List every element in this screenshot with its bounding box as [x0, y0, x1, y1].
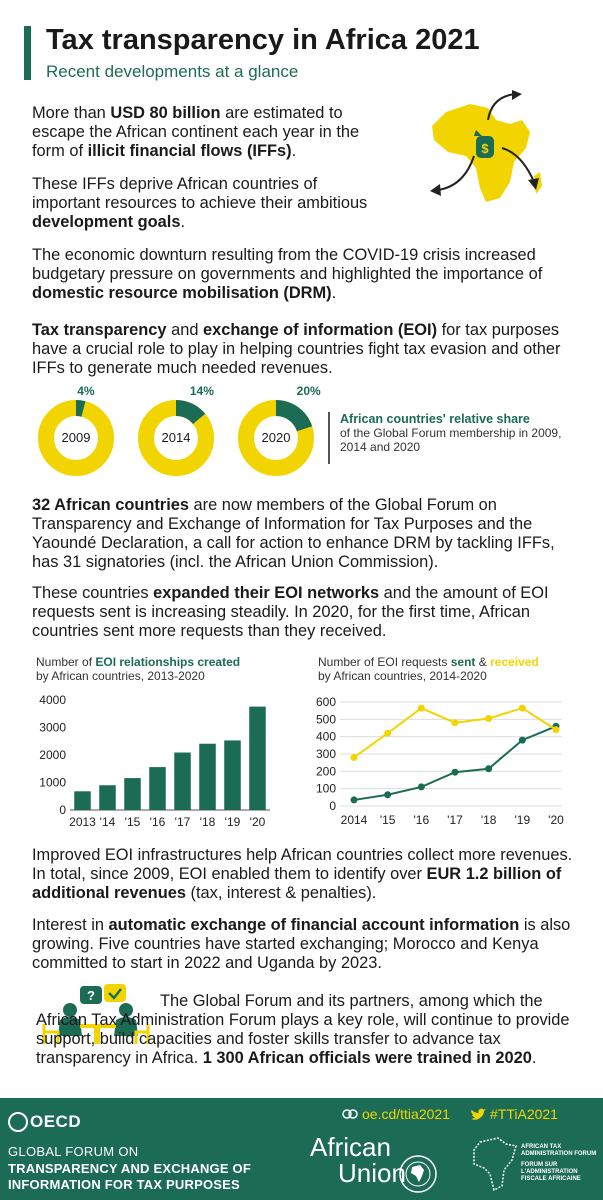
point-sent — [519, 737, 526, 744]
global-forum-line1: GLOBAL FORUM ON — [8, 1144, 139, 1159]
point-received — [553, 726, 560, 733]
development-paragraph — [32, 175, 382, 232]
atafa-name — [521, 1144, 597, 1183]
bar-chart-title — [36, 655, 296, 683]
global-forum-name — [8, 1161, 251, 1193]
donut-year-label: 2014 — [161, 430, 191, 445]
x-tick-label: '15 — [124, 815, 141, 829]
point-sent — [351, 796, 358, 803]
text-bold: domestic resource mobilisation (DRM) — [32, 284, 332, 302]
y-tick-label: 0 — [59, 803, 66, 817]
donut-percent-label: 14% — [189, 384, 214, 398]
x-tick-label: '20 — [548, 813, 564, 827]
x-tick-label: '14 — [99, 815, 116, 829]
eoi-paragraph — [32, 321, 577, 378]
text-highlight: EOI relationships created — [95, 655, 241, 669]
y-tick-label: 3000 — [39, 720, 66, 735]
text: and the amount of EOI requests sent is increasing steadily. In 2020, for the first time, African countries sent more requests than they received. — [32, 584, 549, 640]
point-received — [452, 719, 459, 726]
bar — [224, 740, 241, 810]
legend-text: of the Global Forum membership in 2009, 2014 and 2020 — [340, 426, 562, 454]
text: The Global Forum and its partners, among which the African Tax Administration Forum plays a key role, will continue to provide support, build capacities and foster skills transfer to advance tax transparency in Africa. — [36, 992, 570, 1067]
african-union-logo-text — [310, 1134, 406, 1186]
atafa-fr: FORUM SUR L'ADMINISTRATION FISCALE AFRICAINE — [521, 1162, 581, 1182]
x-tick-label: 2013 — [69, 815, 96, 829]
y-tick-label: 500 — [315, 712, 336, 727]
bar — [174, 753, 191, 810]
report-link[interactable]: oe.cd/ttia2021 — [362, 1106, 450, 1122]
network-paragraph — [32, 584, 577, 641]
donut-percent-label: 20% — [296, 384, 321, 398]
atafa-logo-icon — [470, 1134, 522, 1194]
hashtag-link[interactable]: #TTiA2021 — [490, 1106, 558, 1122]
oecd-logo-text: OECD — [30, 1112, 82, 1131]
link-icon — [342, 1109, 358, 1119]
text-bold: 1 300 African officials were trained in 2020 — [202, 1049, 532, 1067]
x-tick-label: 2014 — [340, 813, 368, 827]
bar — [149, 767, 166, 810]
x-tick-label: '17 — [174, 815, 191, 829]
text-bold: exchange of information (EOI) — [203, 321, 438, 339]
text-bold: illicit financial flows (IFFs) — [87, 142, 292, 160]
header-accent-bar — [24, 26, 31, 80]
text: for tax purposes have a crucial role to play in helping countries fight tax evasion and other IFFs to generate much needed revenues. — [32, 321, 561, 377]
au-line1: African — [310, 1132, 391, 1162]
automatic-exchange-paragraph — [32, 916, 577, 973]
global-forum-line3: INFORMATION FOR TAX PURPOSES — [8, 1177, 240, 1192]
global-forum-line2: TRANSPARENCY AND EXCHANGE OF — [8, 1161, 251, 1176]
africa-map-icon — [418, 90, 558, 210]
point-sent — [485, 765, 492, 772]
point-received — [351, 754, 358, 761]
x-tick-label: '17 — [447, 813, 463, 827]
membership-paragraph — [32, 496, 582, 572]
x-tick-label: '16 — [149, 815, 166, 829]
legend-highlight: African countries' relative share — [340, 412, 530, 426]
donut-slice — [276, 400, 312, 431]
footer — [0, 1098, 603, 1200]
twitter-icon — [470, 1108, 486, 1122]
revenues-paragraph — [32, 846, 577, 903]
point-received — [418, 705, 425, 712]
y-tick-label: 300 — [315, 747, 336, 761]
point-received — [519, 705, 526, 712]
oecd-logo-icon — [8, 1112, 28, 1132]
page-title: Tax transparency in Africa 2021 — [46, 24, 480, 56]
x-tick-label: '18 — [480, 813, 497, 827]
text: . — [291, 142, 297, 160]
text-bold: 32 African countries — [32, 496, 189, 514]
bar — [249, 707, 266, 810]
x-tick-label: '15 — [379, 813, 396, 827]
donut-year-label: 2020 — [261, 430, 291, 445]
x-tick-label: '20 — [249, 815, 266, 829]
y-tick-label: 1000 — [39, 775, 66, 790]
support-paragraph — [36, 992, 586, 1068]
text: Number of EOI requests — [318, 655, 451, 669]
african-union-emblem-icon — [398, 1154, 438, 1194]
text: More than — [32, 104, 111, 122]
y-tick-label: 100 — [315, 781, 336, 796]
iff-paragraph — [32, 104, 392, 161]
y-tick-label: 200 — [315, 764, 336, 779]
text-bold: automatic exchange of financial account information — [108, 916, 520, 934]
line-chart-title — [318, 655, 588, 683]
atafa-en: AFRICAN TAX ADMINISTRATION FORUM — [521, 1144, 597, 1157]
text: (tax, interest & penalties). — [185, 884, 377, 902]
eoi-relationships-bar-chart — [28, 690, 278, 835]
point-sent — [384, 791, 391, 798]
eoi-requests-line-chart — [306, 690, 576, 835]
text: by African countries, 2014-2020 — [318, 669, 487, 683]
svg-text:?: ? — [87, 988, 95, 1003]
text: are estimated to escape the African continent each year in the form of — [32, 104, 360, 160]
text: Number of — [36, 655, 96, 669]
text-bold: Tax transparency — [32, 321, 167, 339]
page-subtitle: Recent developments at a glance — [46, 62, 299, 81]
x-tick-label: '19 — [514, 813, 531, 827]
text: and — [166, 321, 203, 339]
au-line2: Union — [338, 1158, 406, 1188]
point-received — [485, 715, 492, 722]
donut-legend — [328, 412, 578, 464]
text: The economic downturn resulting from the COVID-19 crisis increased budgetary pressure on governments and highlighted the importance of — [32, 246, 543, 283]
y-tick-label: 400 — [315, 729, 336, 744]
bar — [99, 785, 116, 810]
donut-year-label: 2009 — [61, 430, 91, 445]
text: by African countries, 2013-2020 — [36, 669, 205, 683]
text: are now members of the Global Forum on Transparency and Exchange of Information for Tax Purposes and the Yaoundé Declaration, a call for action to enhance DRM by tackling IFFs, has 31 signatories (incl. the African Union Commission). — [32, 496, 555, 571]
text-bold: expanded their EOI networks — [153, 584, 380, 602]
point-sent — [418, 783, 425, 790]
x-tick-label: '16 — [413, 813, 430, 827]
donut-percent-label: 4% — [77, 384, 95, 398]
point-sent — [452, 769, 459, 776]
point-received — [384, 730, 391, 737]
header — [24, 22, 544, 82]
text: is also growing. Five countries have started exchanging; Morocco and Kenya committed to start in 2022 and Uganda by 2023. — [32, 916, 571, 972]
x-tick-label: '19 — [224, 815, 241, 829]
y-tick-label: 4000 — [39, 693, 66, 707]
y-tick-label: 0 — [329, 799, 336, 813]
text: . — [331, 284, 337, 302]
text-bold: USD 80 billion — [110, 104, 221, 122]
y-tick-label: 2000 — [39, 748, 66, 762]
y-tick-label: 600 — [315, 695, 336, 709]
bar — [124, 778, 141, 810]
text: & — [475, 655, 491, 669]
text: . — [180, 213, 186, 231]
bar — [74, 791, 91, 810]
text: These countries — [32, 584, 154, 602]
text: Interest in — [32, 916, 109, 934]
covid-paragraph — [32, 246, 577, 303]
text: These IFFs deprive African countries of important resources to achieve their ambitious — [32, 175, 368, 212]
x-tick-label: '18 — [199, 815, 216, 829]
text-bold: development goals — [32, 213, 181, 231]
text-bold: EUR 1.2 billion of additional revenues — [32, 865, 562, 902]
text: . — [531, 1049, 537, 1067]
bar — [199, 744, 216, 810]
text-sent: sent — [450, 655, 476, 669]
text-received: received — [490, 655, 539, 669]
svg-text:$: $ — [481, 141, 489, 156]
text: Improved EOI infrastructures help African countries collect more revenues. In total, since 2009, EOI enabled them to identify over — [32, 846, 573, 883]
